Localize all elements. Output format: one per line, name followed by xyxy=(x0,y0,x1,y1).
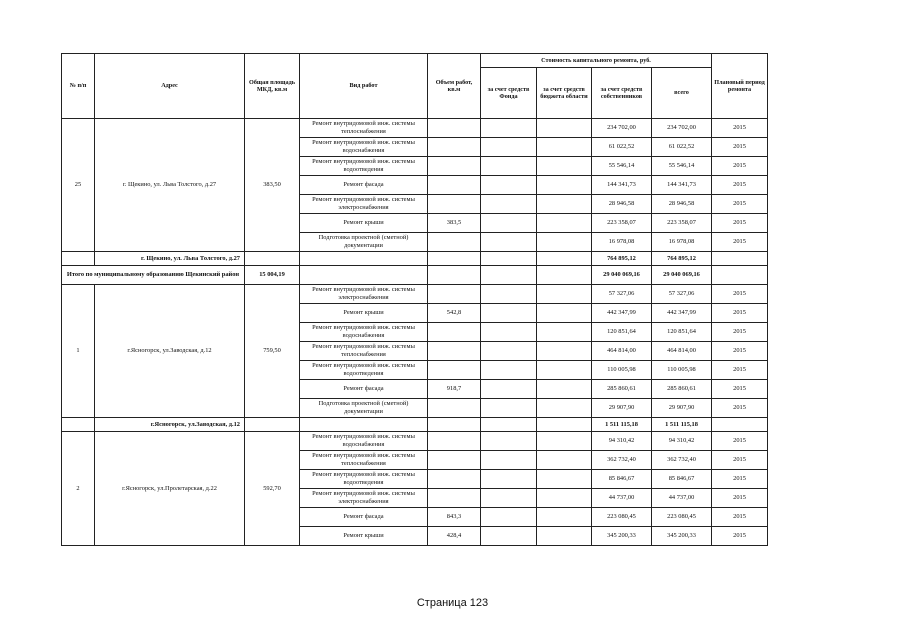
cost-total: 234 702,00 xyxy=(652,119,712,138)
cost-region xyxy=(537,489,592,508)
building-total-area xyxy=(245,418,300,432)
grand-total-sum: 29 040 069,16 xyxy=(652,266,712,285)
cost-owners: 442 347,99 xyxy=(592,304,652,323)
planned-period: 2015 xyxy=(712,214,768,233)
work-volume xyxy=(428,489,481,508)
col-header-cost-group: Стоимость капитального ремонта, руб. xyxy=(481,54,712,68)
cost-total: 223 358,07 xyxy=(652,214,712,233)
cost-region xyxy=(537,432,592,451)
capital-repair-table xyxy=(61,53,768,546)
building-number: 1 xyxy=(62,285,95,418)
building-total-area xyxy=(245,252,300,266)
cost-region xyxy=(537,380,592,399)
building-total-label: г. Щекино, ул. Льва Толстого, д.27 xyxy=(95,252,245,266)
planned-period: 2015 xyxy=(712,323,768,342)
planned-period: 2015 xyxy=(712,527,768,546)
table-row xyxy=(62,285,768,304)
cost-owners: 120 851,64 xyxy=(592,323,652,342)
col-header-work: Вид работ xyxy=(300,54,428,119)
cost-region xyxy=(537,361,592,380)
cost-fund xyxy=(481,214,537,233)
cost-owners: 16 978,08 xyxy=(592,233,652,252)
cost-owners: 345 200,33 xyxy=(592,527,652,546)
building-total-num xyxy=(62,418,95,432)
cost-fund xyxy=(481,233,537,252)
grand-total-row xyxy=(62,266,768,285)
cost-owners: 223 358,07 xyxy=(592,214,652,233)
cost-region xyxy=(537,304,592,323)
cost-region xyxy=(537,527,592,546)
cost-fund xyxy=(481,304,537,323)
building-area: 592,70 xyxy=(245,432,300,546)
cost-region xyxy=(537,342,592,361)
work-type: Ремонт фасада xyxy=(300,380,428,399)
building-total-volume xyxy=(428,252,481,266)
work-volume: 428,4 xyxy=(428,527,481,546)
col-header-volume: Объем работ, кв.м xyxy=(428,54,481,119)
cost-fund xyxy=(481,527,537,546)
work-type: Подготовка проектной (сметной) документации xyxy=(300,399,428,418)
work-volume xyxy=(428,195,481,214)
cost-owners: 28 946,58 xyxy=(592,195,652,214)
col-header-period: Плановый период ремонта xyxy=(712,54,768,119)
cost-fund xyxy=(481,157,537,176)
work-type: Ремонт крыши xyxy=(300,304,428,323)
cost-region xyxy=(537,195,592,214)
col-header-owners: за счет средств собственников xyxy=(592,68,652,119)
building-total-work xyxy=(300,252,428,266)
building-number: 25 xyxy=(62,119,95,252)
work-type: Ремонт внутридомовой инж. системы водоснабжения xyxy=(300,138,428,157)
planned-period: 2015 xyxy=(712,489,768,508)
col-header-fund: за счет средств Фонда xyxy=(481,68,537,119)
work-type: Ремонт внутридомовой инж. системы водоотведения xyxy=(300,157,428,176)
work-volume xyxy=(428,285,481,304)
building-address: г. Щекино, ул. Льва Толстого, д.27 xyxy=(95,119,245,252)
building-total-fund xyxy=(481,418,537,432)
work-volume: 542,8 xyxy=(428,304,481,323)
cost-total: 55 546,14 xyxy=(652,157,712,176)
cost-region xyxy=(537,285,592,304)
planned-period: 2015 xyxy=(712,157,768,176)
cost-total: 285 860,61 xyxy=(652,380,712,399)
work-type: Ремонт внутридомовой инж. системы электроснабжения xyxy=(300,195,428,214)
cost-region xyxy=(537,214,592,233)
building-total-sum: 1 511 115,18 xyxy=(652,418,712,432)
cost-fund xyxy=(481,342,537,361)
planned-period: 2015 xyxy=(712,508,768,527)
building-address: г.Ясногорск, ул.Пролетарская, д.22 xyxy=(95,432,245,546)
cost-total: 223 080,45 xyxy=(652,508,712,527)
cost-total: 345 200,33 xyxy=(652,527,712,546)
work-type: Ремонт внутридомовой инж. системы электроснабжения xyxy=(300,489,428,508)
cost-total: 85 846,67 xyxy=(652,470,712,489)
planned-period: 2015 xyxy=(712,304,768,323)
cost-owners: 61 022,52 xyxy=(592,138,652,157)
cost-fund xyxy=(481,380,537,399)
building-number: 2 xyxy=(62,432,95,546)
cost-total: 16 978,08 xyxy=(652,233,712,252)
cost-fund xyxy=(481,399,537,418)
work-type: Ремонт внутридомовой инж. системы водоотведения xyxy=(300,470,428,489)
work-volume xyxy=(428,451,481,470)
building-total-owners: 1 511 115,18 xyxy=(592,418,652,432)
planned-period: 2015 xyxy=(712,195,768,214)
grand-total-work xyxy=(300,266,428,285)
cost-fund xyxy=(481,470,537,489)
cost-fund xyxy=(481,432,537,451)
building-total-period xyxy=(712,418,768,432)
building-area: 383,50 xyxy=(245,119,300,252)
cost-owners: 85 846,67 xyxy=(592,470,652,489)
table-row xyxy=(62,119,768,138)
work-volume: 918,7 xyxy=(428,380,481,399)
cost-region xyxy=(537,119,592,138)
building-total-work xyxy=(300,418,428,432)
table-body xyxy=(62,119,768,546)
building-total-label: г.Ясногорск, ул.Заводская, д.12 xyxy=(95,418,245,432)
planned-period: 2015 xyxy=(712,451,768,470)
planned-period: 2015 xyxy=(712,138,768,157)
planned-period: 2015 xyxy=(712,119,768,138)
grand-total-fund xyxy=(481,266,537,285)
col-header-area: Общая площадь МКД, кв.м xyxy=(245,54,300,119)
planned-period: 2015 xyxy=(712,285,768,304)
cost-total: 464 814,00 xyxy=(652,342,712,361)
grand-total-label: Итого по муниципальному образованию Щекинский район xyxy=(62,266,245,285)
building-total-num xyxy=(62,252,95,266)
planned-period: 2015 xyxy=(712,176,768,195)
cost-region xyxy=(537,323,592,342)
planned-period: 2015 xyxy=(712,399,768,418)
cost-region xyxy=(537,157,592,176)
work-type: Ремонт внутридомовой инж. системы водоотведения xyxy=(300,361,428,380)
cost-region xyxy=(537,508,592,527)
planned-period: 2015 xyxy=(712,470,768,489)
cost-owners: 362 732,40 xyxy=(592,451,652,470)
cost-owners: 110 005,98 xyxy=(592,361,652,380)
cost-owners: 57 327,06 xyxy=(592,285,652,304)
cost-fund xyxy=(481,176,537,195)
building-total-sum: 764 895,12 xyxy=(652,252,712,266)
cost-total: 110 005,98 xyxy=(652,361,712,380)
cost-owners: 285 860,61 xyxy=(592,380,652,399)
cost-owners: 464 814,00 xyxy=(592,342,652,361)
building-total-owners: 764 895,12 xyxy=(592,252,652,266)
work-type: Подготовка проектной (сметной) документации xyxy=(300,233,428,252)
cost-owners: 29 907,90 xyxy=(592,399,652,418)
planned-period: 2015 xyxy=(712,432,768,451)
work-volume xyxy=(428,323,481,342)
cost-region xyxy=(537,138,592,157)
cost-owners: 94 310,42 xyxy=(592,432,652,451)
cost-fund xyxy=(481,451,537,470)
header-row-top xyxy=(62,54,768,68)
building-area: 759,50 xyxy=(245,285,300,418)
cost-total: 28 946,58 xyxy=(652,195,712,214)
grand-total-owners: 29 040 069,16 xyxy=(592,266,652,285)
cost-fund xyxy=(481,119,537,138)
work-type: Ремонт внутридомовой инж. системы водоснабжения xyxy=(300,432,428,451)
work-type: Ремонт внутридомовой инж. системы электроснабжения xyxy=(300,285,428,304)
cost-region xyxy=(537,176,592,195)
work-type: Ремонт фасада xyxy=(300,176,428,195)
work-type: Ремонт внутридомовой инж. системы теплоснабжения xyxy=(300,451,428,470)
work-volume: 843,3 xyxy=(428,508,481,527)
cost-owners: 234 702,00 xyxy=(592,119,652,138)
cost-region xyxy=(537,399,592,418)
grand-total-volume xyxy=(428,266,481,285)
building-total-period xyxy=(712,252,768,266)
table-row xyxy=(62,432,768,451)
cost-region xyxy=(537,470,592,489)
work-volume xyxy=(428,233,481,252)
cost-total: 120 851,64 xyxy=(652,323,712,342)
grand-total-area: 15 004,19 xyxy=(245,266,300,285)
work-type: Ремонт внутридомовой инж. системы водоснабжения xyxy=(300,323,428,342)
cost-total: 29 907,90 xyxy=(652,399,712,418)
cost-owners: 144 341,73 xyxy=(592,176,652,195)
work-volume xyxy=(428,138,481,157)
cost-owners: 44 737,00 xyxy=(592,489,652,508)
work-type: Ремонт фасада xyxy=(300,508,428,527)
cost-total: 362 732,40 xyxy=(652,451,712,470)
work-volume xyxy=(428,176,481,195)
work-volume xyxy=(428,119,481,138)
cost-fund xyxy=(481,508,537,527)
grand-total-region xyxy=(537,266,592,285)
building-total-row xyxy=(62,252,768,266)
planned-period: 2015 xyxy=(712,233,768,252)
work-volume: 383,5 xyxy=(428,214,481,233)
cost-fund xyxy=(481,195,537,214)
work-volume xyxy=(428,361,481,380)
work-volume xyxy=(428,342,481,361)
cost-total: 94 310,42 xyxy=(652,432,712,451)
cost-total: 57 327,06 xyxy=(652,285,712,304)
work-volume xyxy=(428,157,481,176)
work-volume xyxy=(428,432,481,451)
work-type: Ремонт крыши xyxy=(300,214,428,233)
cost-owners: 223 080,45 xyxy=(592,508,652,527)
cost-total: 61 022,52 xyxy=(652,138,712,157)
building-total-row xyxy=(62,418,768,432)
page-number: Страница 123 xyxy=(416,597,489,609)
work-volume xyxy=(428,470,481,489)
cost-total: 44 737,00 xyxy=(652,489,712,508)
building-total-region xyxy=(537,418,592,432)
cost-region xyxy=(537,451,592,470)
planned-period: 2015 xyxy=(712,342,768,361)
cost-fund xyxy=(481,285,537,304)
cost-total: 144 341,73 xyxy=(652,176,712,195)
work-type: Ремонт внутридомовой инж. системы теплоснабжения xyxy=(300,119,428,138)
cost-fund xyxy=(481,361,537,380)
work-volume xyxy=(428,399,481,418)
grand-total-period xyxy=(712,266,768,285)
cost-fund xyxy=(481,138,537,157)
planned-period: 2015 xyxy=(712,380,768,399)
work-type: Ремонт крыши xyxy=(300,527,428,546)
building-total-fund xyxy=(481,252,537,266)
building-total-region xyxy=(537,252,592,266)
col-header-total: всего xyxy=(652,68,712,119)
planned-period: 2015 xyxy=(712,361,768,380)
cost-owners: 55 546,14 xyxy=(592,157,652,176)
col-header-num: № п/п xyxy=(62,54,95,119)
cost-fund xyxy=(481,489,537,508)
col-header-address: Адрес xyxy=(95,54,245,119)
col-header-region: за счет средств бюджета области xyxy=(537,68,592,119)
cost-region xyxy=(537,233,592,252)
cost-fund xyxy=(481,323,537,342)
cost-total: 442 347,99 xyxy=(652,304,712,323)
work-type: Ремонт внутридомовой инж. системы теплоснабжения xyxy=(300,342,428,361)
building-total-volume xyxy=(428,418,481,432)
building-address: г.Ясногорск, ул.Заводская, д.12 xyxy=(95,285,245,418)
